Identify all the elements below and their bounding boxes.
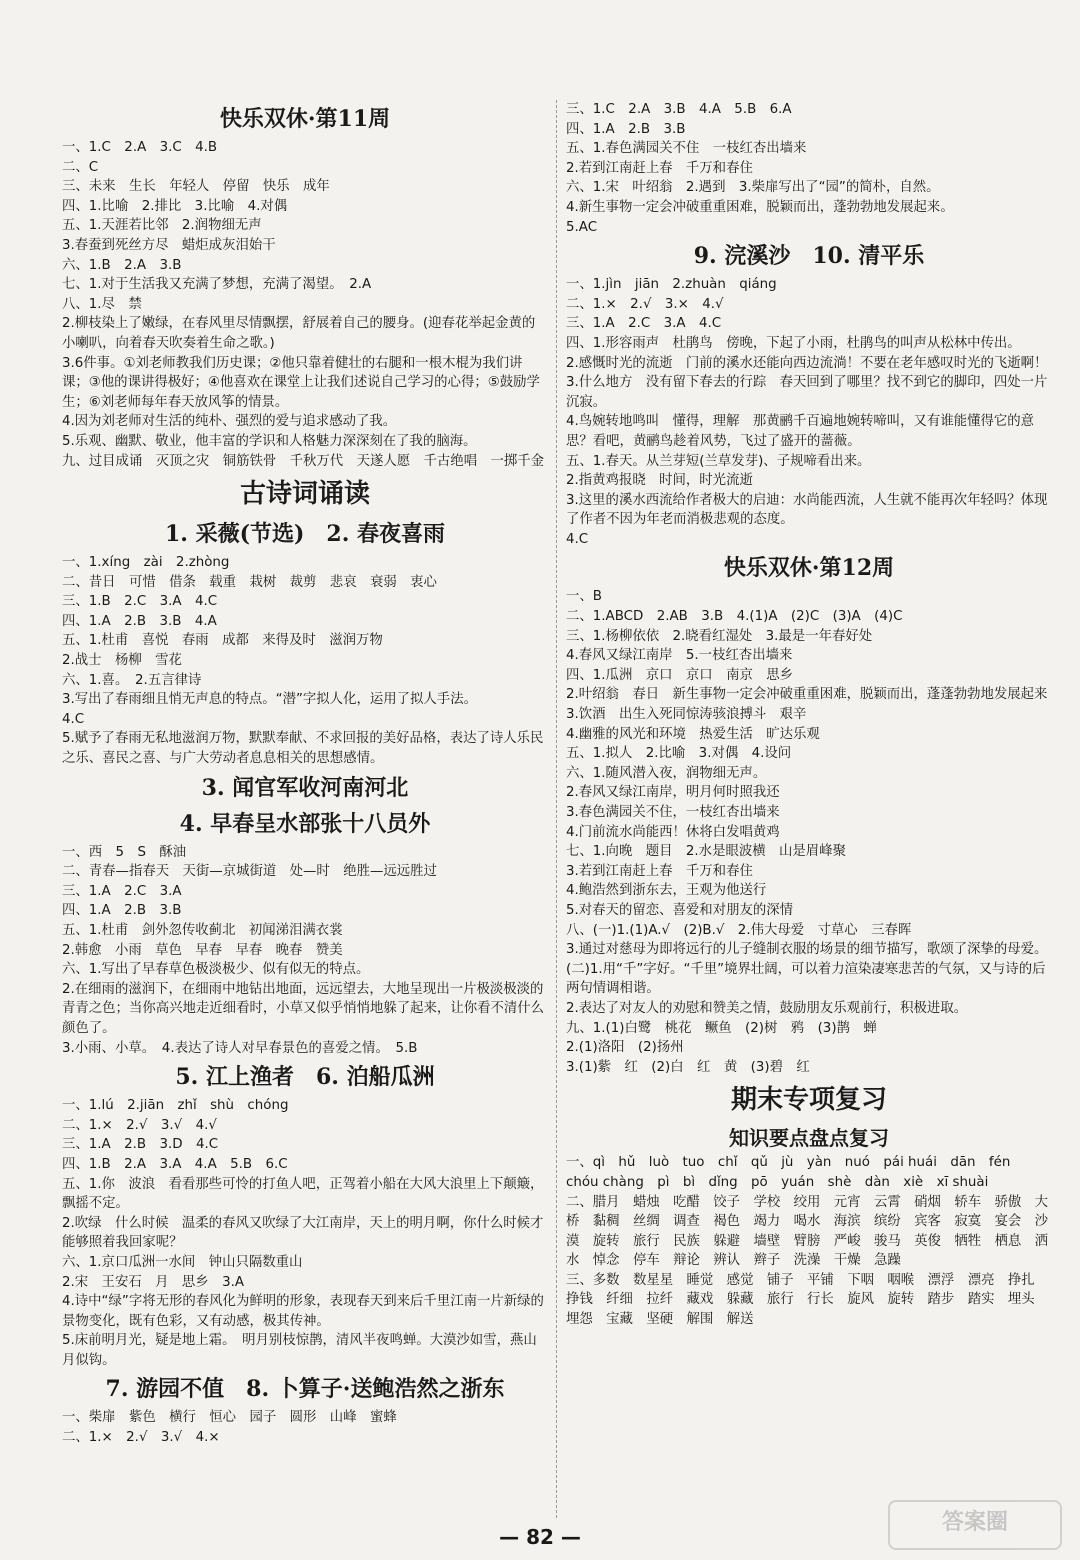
- answer-line: 五、1.你 波浪 看看那些可怜的打鱼人吧，正驾着小船在大风大浪里上下颠簸，飘摇不定。: [62, 1176, 544, 1212]
- answer-line: 六、1.京口瓜洲一水间 钟山只隔数重山: [62, 1254, 303, 1270]
- answer-line: 3.6件事。①刘老师教我们历史课；②他只靠着健壮的右腿和一根木棍为我们讲课；③他的课讲得极好；④他喜欢在课堂上让我们述说自己学习的心得；⑤鼓励学生；⑥刘老师每年春天放风筝的情景。: [62, 355, 540, 410]
- answer-line: 3.(1)紫 红 (2)白 红 黄 (3)碧 红: [566, 1059, 810, 1075]
- answer-line: 三、1.A 2.C 3.A 4.C: [566, 316, 722, 332]
- answer-line: 一、西 5 S 酥油: [62, 844, 187, 860]
- answer-line: 2.柳枝染上了嫩绿，在春风里尽情飘摆，舒展着自己的腰身。(迎春花举起金黄的小喇叭，向着春天吹奏着生命之歌。): [62, 316, 536, 351]
- section-title: 4. 早春呈水部张十八员外: [179, 810, 431, 837]
- answer-line: 4.鲍浩然到浙东去，王观为他送行: [566, 883, 767, 899]
- answer-line: 2.(1)洛阳 (2)扬州: [566, 1040, 684, 1056]
- left-column: [62, 100, 548, 1448]
- answer-line: 4.诗中“绿”字将无形的春风化为鲜明的形象，表现春天到来后千里江南一片新绿的景物变化，既有色彩，又有动感，极其传神。: [62, 1294, 544, 1329]
- section-title: 快乐双休·第11周: [219, 106, 391, 132]
- answer-line: 2.吹绿 什么时候 温柔的春风又吹绿了大江南岸，天上的明月啊，你什么时候才能够照着我回家呢？: [62, 1215, 544, 1251]
- section-title: 7. 游园不值 8. 卜算子·送鲍浩然之浙东: [105, 1376, 505, 1403]
- answer-line: 七、1.对于生活我又充满了梦想，充满了渴望。 2.A: [62, 277, 372, 293]
- answer-line: 二、1.× 2.√ 3.√ 4.×: [62, 1430, 220, 1446]
- answer-line: 3.通过对慈母为即将远行的儿子缝制衣服的场景的细节描写，歌颂了深挚的母爱。: [566, 942, 1048, 958]
- answer-line: 4.C: [62, 711, 85, 727]
- answer-line: 二、1.ABCD 2.AB 3.B 4.(1)A (2)C (3)A (4)C: [566, 609, 903, 625]
- answer-line: 4.门前流水尚能西！休将白发唱黄鸡: [566, 824, 780, 840]
- answer-line: 2.宋 王安石 月 思乡 3.A: [62, 1274, 245, 1290]
- answer-line: 2.韩愈 小雨 草色 早春 早春 晚春 赞美: [62, 942, 343, 958]
- answer-line: 二、青春—指春天 天街—京城街道 处—时 绝胜—远远胜过: [62, 864, 437, 880]
- answer-line: 2.表达了对友人的劝慰和赞美之情，鼓励朋友乐观前行，积极进取。: [566, 1000, 968, 1016]
- answer-line: 一、柴扉 紫色 横行 恒心 园子 圆形 山峰 蜜蜂: [62, 1410, 397, 1426]
- answer-line: 九、1.(1)白鹭 桃花 鳜鱼 (2)树 鸦 (3)鹊 蝉: [566, 1020, 877, 1036]
- answer-line: 5.赋予了春雨无私地滋润万物，默默奉献、不求回报的美好品格，表达了诗人乐民之乐、喜民之喜、与广大劳动者息息相关的思想感情。: [62, 731, 544, 767]
- column-divider: [556, 100, 558, 1518]
- answer-line: (二)1.用“千”字好。“千里”境界壮阔，可以着力渲染凄寒悲苦的气氛，又与诗的后两句情调相谐。: [566, 961, 1046, 997]
- answer-line: 二、腊月 蜡烛 吃醋 饺子 学校 绞用 元宵 云霄 硝烟 轿车 骄傲 大桥 黏稠 丝绸 调查 褐色 竭力 喝水 海滨 缤纷 宾客 寂寞 宴会 沙漠 旋转 旅行 民族 躲避 墙壁 臂膀 严峻 骏马 英俊 牺牲 栖息 洒水 悼念 停车 辩论 辨认 辫子 洗澡 干燥 急躁: [566, 1194, 1049, 1269]
- answer-line: 一、1.jìn jiān 2.zhuàn qiáng: [566, 277, 777, 293]
- answer-line: 六、1.B 2.A 3.B: [62, 257, 182, 273]
- answer-line: 2.春风又绿江南岸，明月何时照我还: [566, 785, 780, 801]
- answer-line: 二、昔日 可惜 借条 载重 栽树 裁剪 悲哀 衰弱 衷心: [62, 574, 437, 590]
- right-column: [566, 100, 1052, 1330]
- answer-line: 三、未来 生长 年轻人 停留 快乐 成年: [62, 179, 330, 195]
- answer-line: 三、多数 数星星 睡觉 感觉 铺子 平铺 下咽 咽喉 漂浮 漂亮 挣扎 挣钱 纤细 拉纤 藏戏 躲藏 旅行 行长 旋风 旋转 踏步 踏实 埋头 埋怨 宝藏 坚硬 解围 解送: [566, 1272, 1049, 1328]
- answer-line: 五、1.春天。从兰芽短(兰草发芽)、子规啼看出来。: [566, 453, 871, 469]
- answer-line: 一、1.C 2.A 3.C 4.B: [62, 140, 218, 155]
- answer-line: 五、1.天涯若比邻 2.润物细无声: [62, 218, 262, 234]
- answer-line: 四、1.A 2.B 3.B 4.A: [62, 613, 217, 629]
- answer-line: 2.若到江南赶上春 千万和春住: [566, 160, 753, 176]
- section-title: 期末专项复习: [730, 1085, 887, 1116]
- answer-line: 二、1.× 2.√ 3.× 4.√: [566, 296, 724, 312]
- answer-line: 4.新生事物一定会冲破重重困难，脱颖而出，蓬勃勃地发展起来。: [566, 199, 954, 215]
- answer-line: 四、1.比喻 2.排比 3.比喻 4.对偶: [62, 198, 288, 214]
- answer-line: 九、过目成诵 灭顶之灾 铜筋铁骨 千秋万代 天遂人愿 千古绝唱 一掷千金: [62, 453, 545, 469]
- answer-line: 4.因为刘老师对生活的纯朴、强烈的爱与追求感动了我。: [62, 414, 397, 430]
- answer-line: 五、1.春色满园关不住 一枝红杏出墙来: [566, 141, 807, 157]
- watermark-logo: 答案圈: [888, 1500, 1062, 1550]
- answer-line: 三、1.B 2.C 3.A 4.C: [62, 594, 218, 610]
- answer-line: 3.若到江南赶上春 千万和春住: [566, 863, 753, 879]
- answer-line: 四、1.A 2.B 3.B: [566, 121, 686, 137]
- section-title: 知识要点盘点复习: [729, 1126, 889, 1151]
- answer-line: 5.AC: [566, 219, 598, 235]
- answer-line: 5.乐观、幽默、敬业，他丰富的学识和人格魅力深深刻在了我的脑海。: [62, 433, 477, 449]
- answer-line: 六、1.随风潜入夜，润物细无声。: [566, 765, 767, 781]
- answer-line: 3.小雨、小草。 4.表达了诗人对早春景色的喜爱之情。 5.B: [62, 1040, 418, 1056]
- answer-line: 4.幽雅的风光和环境 热爱生活 旷达乐观: [566, 726, 820, 742]
- section-title: 1. 采薇(节选) 2. 春夜喜雨: [164, 521, 446, 548]
- section-title: 古诗词诵读: [239, 479, 370, 510]
- answer-line: 3.这里的溪水西流给作者极大的启迪：水尚能西流，人生就不能再次年轻吗？体现了作者不因为年老而消极悲观的态度。: [566, 492, 1048, 528]
- answer-line: 五、1.杜甫 喜悦 春雨 成都 来得及时 滋润万物: [62, 633, 383, 649]
- answer-line: 3.什么地方 没有留下春去的行踪 春天回到了哪里？找不到它的脚印，四处一片沉寂。: [566, 375, 1048, 410]
- answer-line: 三、1.C 2.A 3.B 4.A 5.B 6.A: [566, 102, 792, 117]
- answer-line: 一、qì hǔ luò tuo chǐ qǔ jù yàn nuó pái huái dān fén chóu chàng pì bì dǐng pō yuán shè dàn xiè xī shuài: [566, 1155, 1024, 1190]
- answer-line: 2.叶绍翁 春日 新生事物一定会冲破重重困难，脱颖而出，蓬蓬勃勃地发展起来: [566, 687, 1048, 703]
- answer-line: 3.春色满园关不住，一枝红杏出墙来: [566, 805, 780, 820]
- answer-line: 3.春蚕到死丝方尽 蜡炬成灰泪始干: [62, 237, 276, 253]
- section-title: 5. 江上渔者 6. 泊船瓜洲: [175, 1064, 435, 1091]
- answer-line: 八、(一)1.(1)A.√ (2)B.√ 2.伟大母爱 寸草心 三春晖: [566, 922, 912, 938]
- answer-line: 六、1.宋 叶绍翁 2.遇到 3.柴扉写出了“园”的简朴，自然。: [566, 180, 940, 196]
- answer-line: 5.床前明月光，疑是地上霜。 明月别枝惊鹊，清风半夜鸣蝉。大漠沙如雪，燕山月似钩。: [62, 1333, 537, 1368]
- answer-line: 3.写出了春雨细且悄无声息的特点。“潜”字拟人化，运用了拟人手法。: [62, 692, 477, 708]
- answer-line: 四、1.B 2.A 3.A 4.A 5.B 6.C: [62, 1156, 288, 1172]
- answer-line: 七、1.向晚 题目 2.水是眼波横 山是眉峰聚: [566, 844, 846, 860]
- section-title: 快乐双休·第12周: [723, 555, 895, 582]
- section-title: 9. 浣溪沙 10. 清平乐: [693, 243, 925, 270]
- answer-line: 4.C: [566, 531, 589, 547]
- section-title: 3. 闻官军收河南河北: [201, 774, 409, 801]
- answer-line: 六、1.喜。 2.五言律诗: [62, 672, 202, 688]
- answer-line: 三、1.杨柳依依 2.晓看红湿处 3.最是一年春好处: [566, 628, 873, 644]
- page-number-value: 82: [526, 1525, 554, 1549]
- answer-line: 二、C: [62, 159, 99, 175]
- answer-line: 一、1.lú 2.jiān zhǐ shù chóng: [62, 1098, 289, 1114]
- answer-line: 四、1.瓜洲 京口 京口 南京 思乡: [566, 667, 794, 683]
- answer-line: 六、1.写出了早春草色极淡极少、似有似无的特点。: [62, 962, 370, 978]
- answer-line: 2.在细雨的滋润下，在细雨中地钻出地面，远远望去，大地呈现出一片极淡极淡的青青之色；当你高兴地走近细看时，小草又似乎悄悄地躲了起来，让你看不清什么颜色了。: [62, 981, 545, 1036]
- answer-line: 2.指黄鸡报晓 时间，时光流逝: [566, 473, 753, 489]
- answer-line: 4.鸟婉转地鸣叫 懂得，理解 那黄鹂千百遍地婉转啼叫，又有谁能懂得它的意思？看吧，黄鹂鸟趁着风势，飞过了盛开的蔷薇。: [566, 414, 1035, 449]
- answer-line: 4.春风又绿江南岸 5.一枝红杏出墙来: [566, 648, 793, 664]
- answer-line: 5.对春天的留恋、喜爱和对朋友的深情: [566, 902, 794, 918]
- answer-line: 二、1.× 2.√ 3.√ 4.√: [62, 1117, 217, 1133]
- answer-line: 一、1.xíng zài 2.zhòng: [62, 555, 230, 571]
- page-number: — 82 —: [499, 1525, 581, 1549]
- answer-line: 三、1.A 2.B 3.D 4.C: [62, 1137, 219, 1153]
- answer-line: 2.战士 杨柳 雪花: [62, 653, 182, 669]
- answer-line: 3.饮酒 出生入死同惊涛骇浪搏斗 艰辛: [566, 707, 807, 723]
- answer-line: 2.感慨时光的流逝 门前的溪水还能向西边流淌！不要在老年感叹时光的飞逝啊！: [566, 355, 1048, 371]
- answer-line: 五、1.拟人 2.比喻 3.对偶 4.设问: [566, 746, 792, 762]
- answer-line: 三、1.A 2.C 3.A: [62, 883, 182, 899]
- answer-line: 四、1.A 2.B 3.B: [62, 903, 182, 919]
- answer-line: 四、1.形容雨声 杜鹃鸟 傍晚，下起了小雨，杜鹃鸟的叫声从松林中传出。: [566, 335, 1021, 351]
- answer-line: 一、B: [566, 589, 602, 605]
- answer-line: 八、1.尽 禁: [62, 296, 142, 312]
- answer-line: 五、1.杜甫 剑外忽传收蓟北 初闻涕泪满衣裳: [62, 923, 343, 938]
